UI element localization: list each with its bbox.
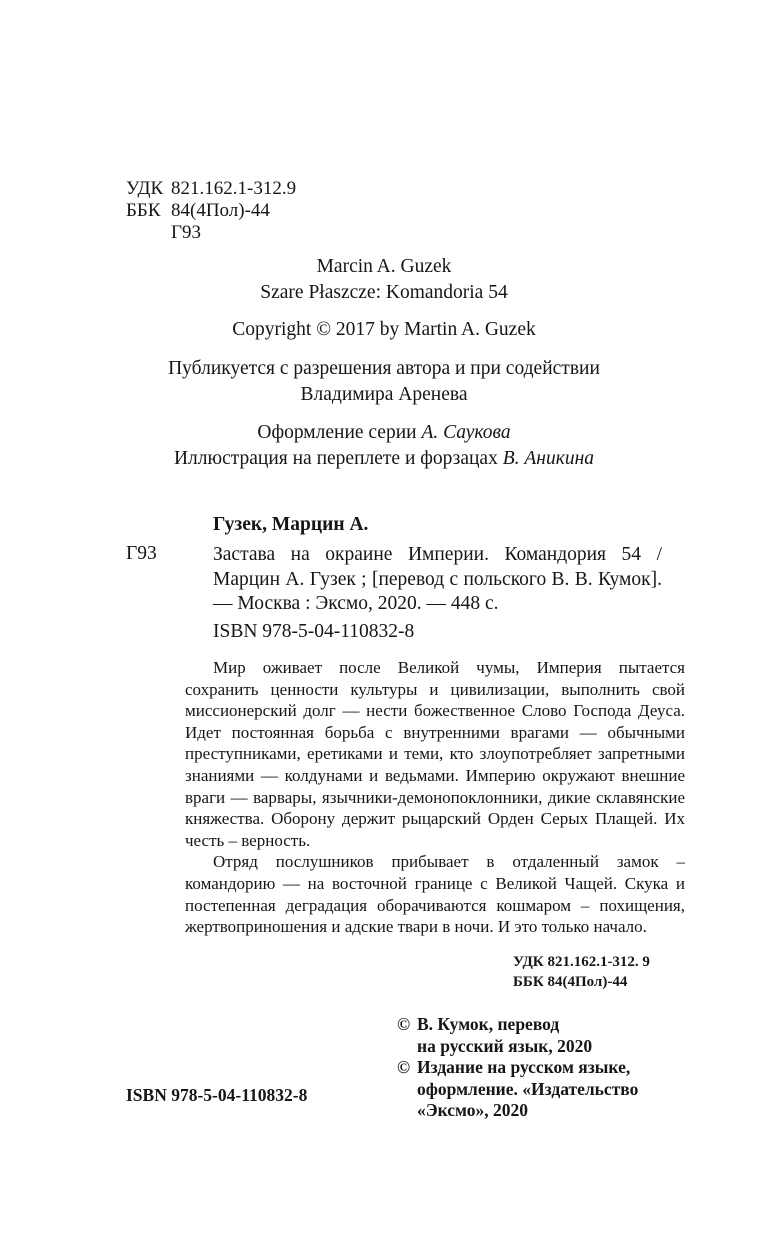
illustration-credit-name: В. Аникина — [502, 448, 595, 469]
abstract-paragraph-1: Мир оживает после Великой чумы, Империя пытается сохранить ценности культуры и цивилизации, выполнить свой миссионерский долг — нести божественное Слово Господа Деуса. Идет постоянная борьба с внутренними врагами — обычными преступниками, еретиками и теми, кто злоупотребляет запретными знаниями — колдунами и ведьмами. Империю окружают внешние враги — варвары, язычники-демонопоклонники, дикие склавянские княжества. Оборону держит рыцарский Орден Серых Плащей. Их честь – верность. — [185, 658, 685, 850]
bottom-isbn: ISBN 978-5-04-110832-8 — [126, 1085, 308, 1105]
bbk-label: ББК — [126, 200, 161, 221]
original-title-block — [0, 254, 768, 306]
series-credit-name: А. Саукова — [421, 422, 511, 443]
translation-copyright — [397, 1014, 638, 1057]
series-credit — [0, 420, 768, 446]
udk-value: 821.162.1-312.9 — [171, 178, 297, 199]
series-credit-label: Оформление серии — [257, 422, 417, 443]
translation-copyright-line-2: на русский язык, 2020 — [417, 1035, 593, 1056]
translation-copyright-line-1: В. Кумок, перевод — [417, 1014, 560, 1034]
illustration-credit-label: Иллюстрация на переплете и форзацах — [173, 448, 498, 469]
catalog-codes — [126, 178, 296, 244]
card-author-heading: Гузек, Марцин А. — [213, 514, 369, 535]
bottom-udk: УДК 821.162.1-312. 9 — [513, 954, 650, 970]
author-mark-row — [126, 222, 296, 244]
bbk-row — [126, 200, 296, 222]
udk-row — [126, 178, 296, 200]
author-mark: Г93 — [171, 222, 201, 243]
credits-block — [0, 420, 768, 472]
original-author: Marcin A. Guzek — [316, 256, 452, 277]
copyright-line: Copyright © 2017 by Martin A. Guzek — [232, 319, 536, 340]
copyright-symbol: © — [397, 1014, 411, 1034]
bottom-codes — [513, 952, 650, 992]
edition-copyright-line-2: оформление. «Издательство — [417, 1078, 639, 1099]
permission-line-2: Владимира Аренева — [300, 384, 468, 405]
udk-label: УДК — [126, 178, 164, 199]
permission-line-1: Публикуется с разрешения автора и при содействии — [168, 358, 600, 379]
abstract-paragraph-2: Отряд послушников прибывает в отдаленный замок – командорию — на восточной границе с Великой Чащей. Скука и постепенная деградация оборачиваются кошмаром – похищения, жертвоприношения и адские твари в ночи. И это только начало. — [185, 852, 685, 937]
card-code: Г93 — [126, 543, 157, 564]
abstract — [185, 657, 685, 938]
edition-copyright-line-1: Издание на русском языке, — [417, 1057, 631, 1077]
card-isbn: ISBN 978-5-04-110832-8 — [213, 621, 415, 642]
illustration-credit — [0, 446, 768, 472]
card-description: Застава на окраине Империи. Командория 54 / Марцин А. Гузек ; [перевод с польского В. В. Кумок]. — Москва : Эксмо, 2020. — 448 с. — [213, 544, 662, 614]
bbk-value: 84(4Пол)-44 — [171, 200, 270, 221]
copyright-symbol: © — [397, 1057, 411, 1077]
edition-copyright-line-3: «Эксмо», 2020 — [417, 1100, 528, 1120]
original-title: Szare Płaszcze: Komandoria 54 — [260, 282, 508, 303]
permission-block — [0, 356, 768, 408]
bottom-bbk: ББК 84(4Пол)-44 — [513, 974, 628, 990]
copyright-notices — [397, 1014, 638, 1122]
edition-copyright — [397, 1057, 638, 1122]
